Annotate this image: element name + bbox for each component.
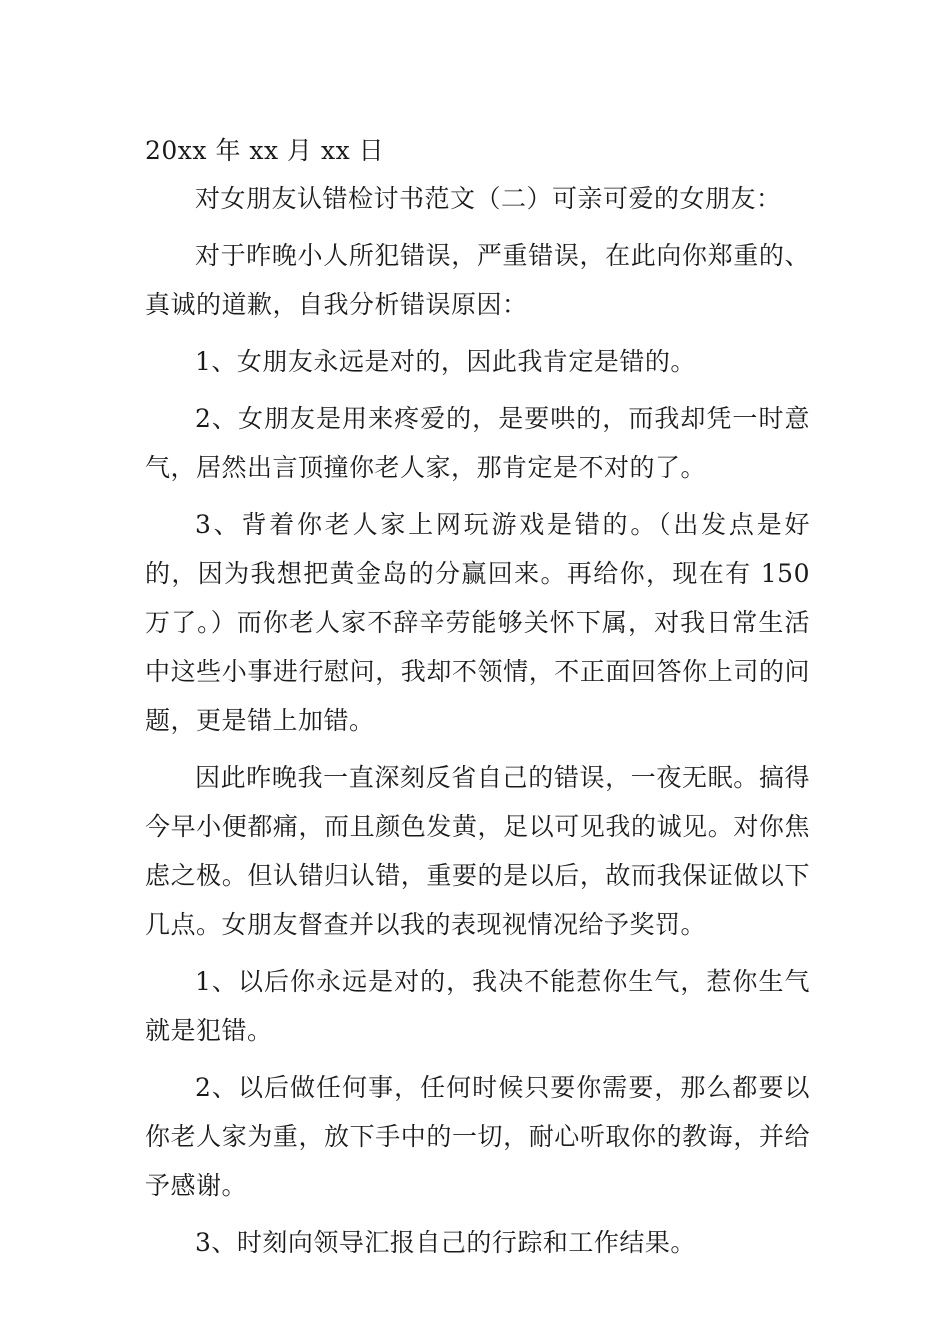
date-line: 20xx 年 xx 月 xx 日 (145, 136, 385, 165)
paragraph-promise-1: 1、以后你永远是对的，我决不能惹你生气，惹你生气就是犯错。 (145, 967, 810, 1045)
paragraph-reflection: 因此昨晚我一直深刻反省自己的错误，一夜无眠。搞得今早小便都痛，而且颜色发黄，足以可见我的诚见。对你焦虑之极。但认错归认错，重要的是以后，故而我保证做以下几点。女朋友督查并以我的表现视情况给予奖罚。 (145, 763, 810, 939)
paragraph-promise-3: 3、时刻向领导汇报自己的行踪和工作结果。 (195, 1228, 696, 1257)
paragraph-heading: 对女朋友认错检讨书范文（二）可亲可爱的女朋友： (195, 184, 782, 213)
paragraph-reason-1: 1、女朋友永远是对的，因此我肯定是错的。 (195, 347, 696, 376)
paragraph-promise-2: 2、以后做任何事，任何时候只要你需要，那么都要以你老人家为重，放下手中的一切，耐心听取你的教诲，并给予感谢。 (145, 1073, 810, 1200)
paragraph-reason-3: 3、背着你老人家上网玩游戏是错的。（出发点是好的，因为我想把黄金岛的分赢回来。再给你，现在有 150 万了。）而你老人家不辞辛劳能够关怀下属，对我日常生活中这些小事进行慰问，我却不领情，不正面回答你上司的问题，更是错上加错。 (145, 510, 819, 735)
paragraph-apology: 对于昨晚小人所犯错误，严重错误，在此向你郑重的、真诚的道歉，自我分析错误原因： (145, 241, 810, 319)
document-body (145, 174, 819, 1275)
paragraph-reason-2: 2、女朋友是用来疼爱的，是要哄的，而我却凭一时意气，居然出言顶撞你老人家，那肯定是不对的了。 (145, 404, 810, 482)
